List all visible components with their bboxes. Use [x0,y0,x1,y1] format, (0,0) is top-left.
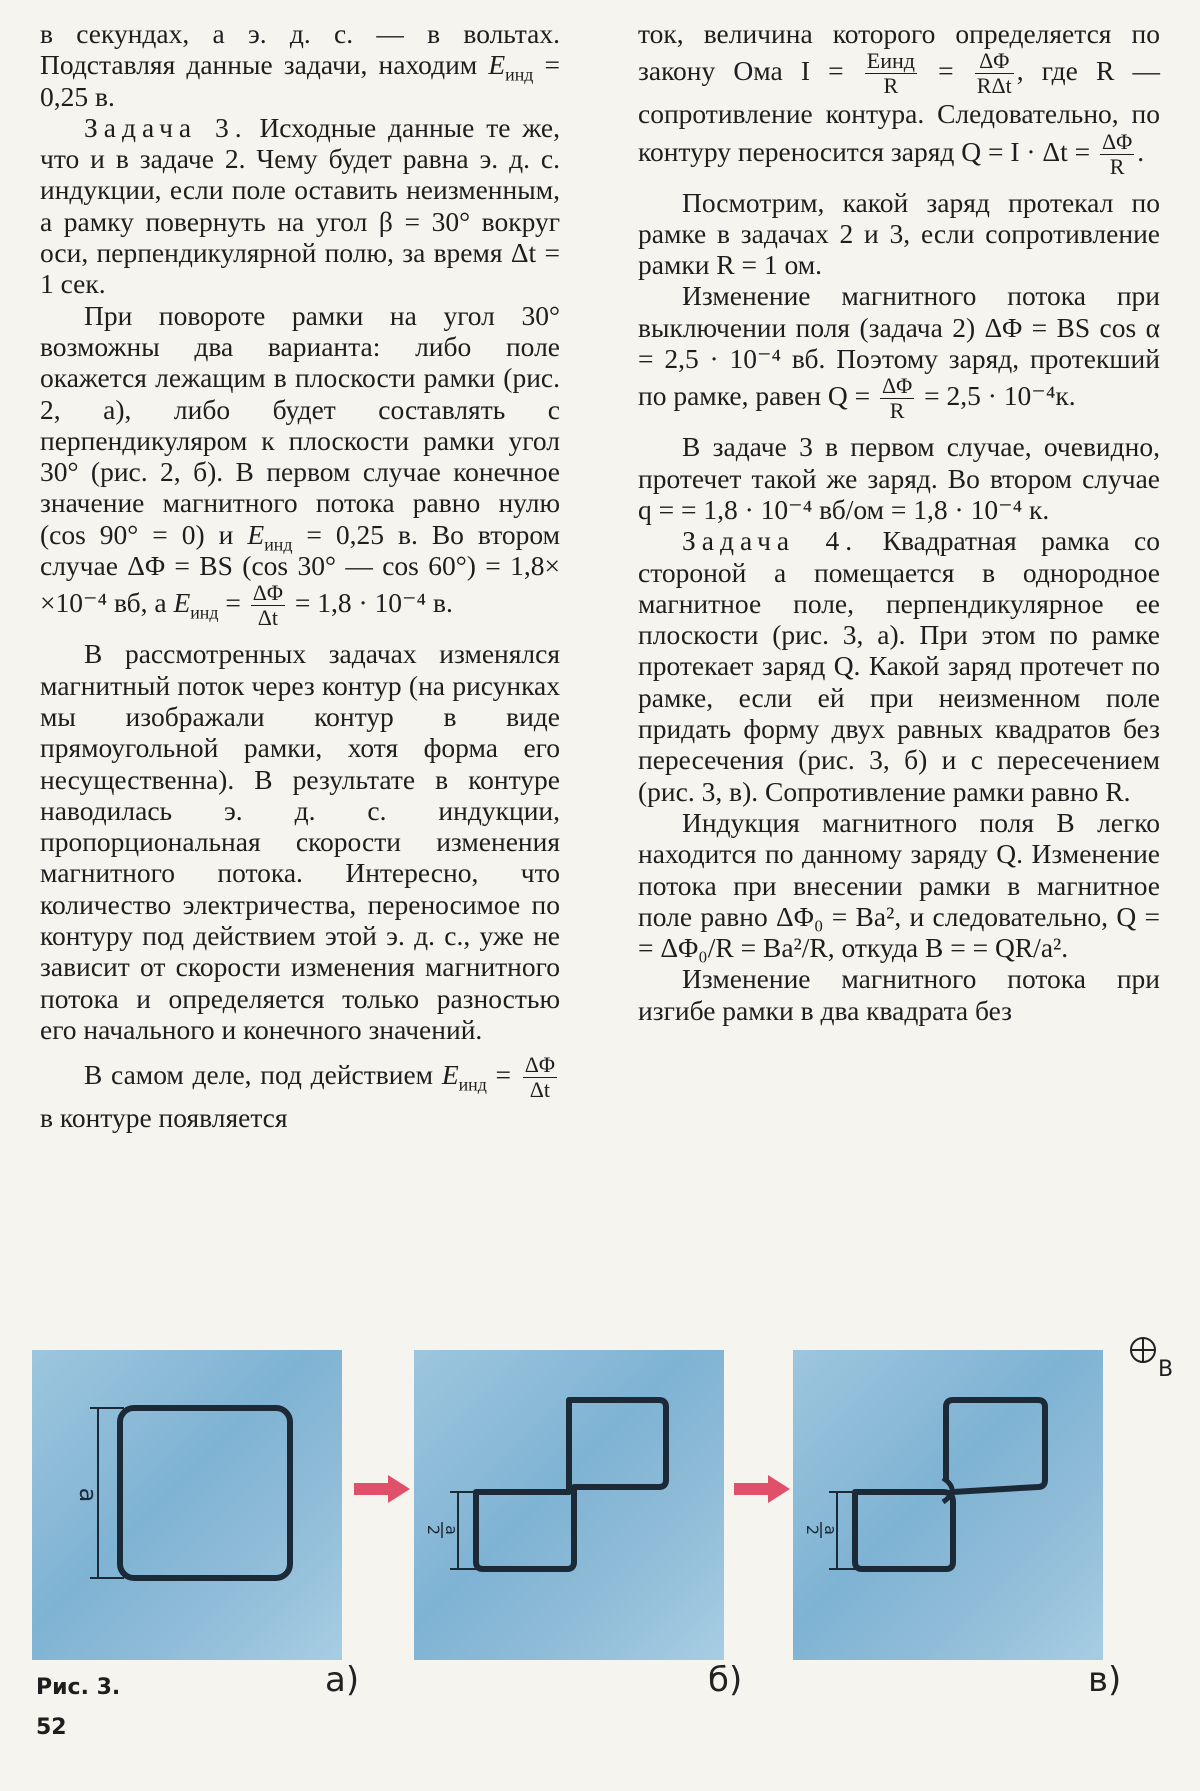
page-number: 52 [36,1715,67,1740]
paragraph: Изменение магнитного потока при изгибе рамки в два квадрата без [638,963,1160,1026]
upper-square-frame [946,1400,1045,1492]
dimension-label-a: a [74,1487,102,1503]
fraction: $\frac{\Delta\Phi}{R}$ [1102,128,1133,179]
dimension-label-half [424,1522,461,1538]
paragraph: В рассмотренных задачах изменялся магнитный поток через контур (на рисунках мы изображали контур в виде прямоугольной рамки, хотя форма его несущественна). В результате в контуре наводилась э. д. с. индукции, пропорциональная скорости изменения магнитного потока. Интересно, что количество электричества, переносимое по контуру под действием этой э. д. с., уже не зависит от скорости изменения магнитного потока и определяется только разностью его начального и конечного значений. [40,638,560,1045]
paragraph: При повороте рамки на угол 30° возможны два варианта: либо поле окажется лежащим в плоскости рамки (рис. 2, а), либо будет составлять с перпендикуляром к плоскости рамки угол 30° (рис. 2, б). В первом случае конечное значение магнитного потока равно нулю (cos 90° = 0) и $E_{инд} = 0,25$ в. Во втором случае ΔΦ = BS (cos 30° — cos 60°) = 1,8× ×10⁻⁴ вб, а $E_{инд}$ = $\frac{\Delta\Phi}{\Delta t}$ = 1,8 · 10⁻⁴ в. [40,299,561,631]
square-frame [120,1408,290,1578]
figure-3 [0,1315,1200,1785]
task-3-paragraph: Задача 3. Исходные данные те же, что и в задаче 2. Чему будет равна э. д. с. индукции, если поле оставить неизменным, а рамку повернуть на угол β = 30° вокруг оси, перпендикулярной полю, за время Δt = 1 сек. [40,111,560,300]
left-column [40,18,560,1134]
paragraph: Изменение магнитного потока при выключении поля (задача 2) ΔΦ = BS cos α = 2,5 · 10⁻⁴ вб. Поэтому заряд, протекший по рамке, равен Q = $\frac{\Delta\Phi}{R}$ = 2,5 · 10⁻⁴к. [638,280,1160,424]
two-squares-crossing-frame [855,1492,953,1569]
paragraph: В самом деле, под действием $E_{инд}$ = $\frac{\Delta\Phi}{\Delta t}$ в контуре появляется [40,1052,555,1134]
square-frame-drawing [32,1350,342,1660]
paragraph: ток, величина которого определяется по закону Ома I = $\frac{\text{Eинд}}{R}$ = $\frac{\Delta\Phi}{\text{RΔt}}$ , где R — сопротивление контура. Следовательно, по контуру переносится заряд Q = I · Δt = $\frac{\Delta\Phi}{R}$ . [638,18,1161,179]
svg-text:2: 2 [424,1524,443,1536]
panel-c [793,1350,1103,1660]
two-squares-no-crossing-drawing [414,1350,724,1660]
paragraph: Посмотрим, какой заряд протекал по рамке в задачах 2 и 3, если сопротивление рамки R = 1 ом. [638,186,1160,281]
panel-a [32,1350,342,1660]
sublabel-b: б) [708,1660,743,1700]
panel-b [414,1350,724,1660]
sublabel-c: в) [1088,1660,1122,1700]
transition-arrow-1 [354,1475,410,1503]
two-squares-frame [476,1400,666,1569]
field-label: B [1158,1357,1174,1382]
paragraph: в секундах, а э. д. с. — в вольтах. Подставляя данные задачи, находим $E_{инд} = 0,25$ в. [40,18,561,112]
dimension-label-half [803,1522,840,1538]
sublabel-a: а) [325,1660,360,1700]
magnetic-field-into-page-icon [1128,1335,1158,1365]
svg-text:a: a [442,1525,461,1535]
fraction: $\frac{\text{Eинд}}{R}$ [866,48,915,99]
paragraph: В задаче 3 в первом случае, очевидно, протечет такой же заряд. Во втором случае q = = 1,8 · 10⁻⁴ вб/ом = 1,8 · 10⁻⁴ к. [638,431,1160,525]
task-heading: Задача 4. [682,525,859,557]
two-squares-crossing-drawing [793,1350,1103,1660]
fraction: $\frac{\Delta\Phi}{\Delta t}$ [524,1052,555,1103]
svg-text:a: a [821,1525,840,1535]
task-4-paragraph: Задача 4. Квадратная рамка со стороной а помещается в однородное магнитное поле, перпендикулярное ее плоскости (рис. 3, а). При этом по рамке протекает заряд Q. Какой заряд протечет по рамке, если ей при неизменном поле придать форму двух равных квадратов без пересечения (рис. 3, б) и с пересечением (рис. 3, в). Сопротивление рамки равно R. [638,525,1160,807]
fraction: $\frac{\Delta\Phi}{\text{RΔt}}$ [976,48,1012,99]
svg-text:2: 2 [803,1524,822,1536]
transition-arrow-2 [734,1475,790,1503]
task-heading: Задача 3. [84,111,248,143]
fraction: $\frac{\Delta\Phi}{R}$ [882,373,913,424]
fraction: $\frac{\Delta\Phi}{\Delta t}$ [252,580,283,631]
figure-caption: Рис. 3. [36,1675,121,1700]
paragraph: Индукция магнитного поля B легко находится по данному заряду Q. Изменение потока при внесении рамки в магнитное поле равно ΔΦ₀ = Ba², и следовательно, Q = = ΔΦ₀/R = Ba²/R, откуда B = = QR/a². [638,806,1160,964]
right-column [638,18,1160,1026]
